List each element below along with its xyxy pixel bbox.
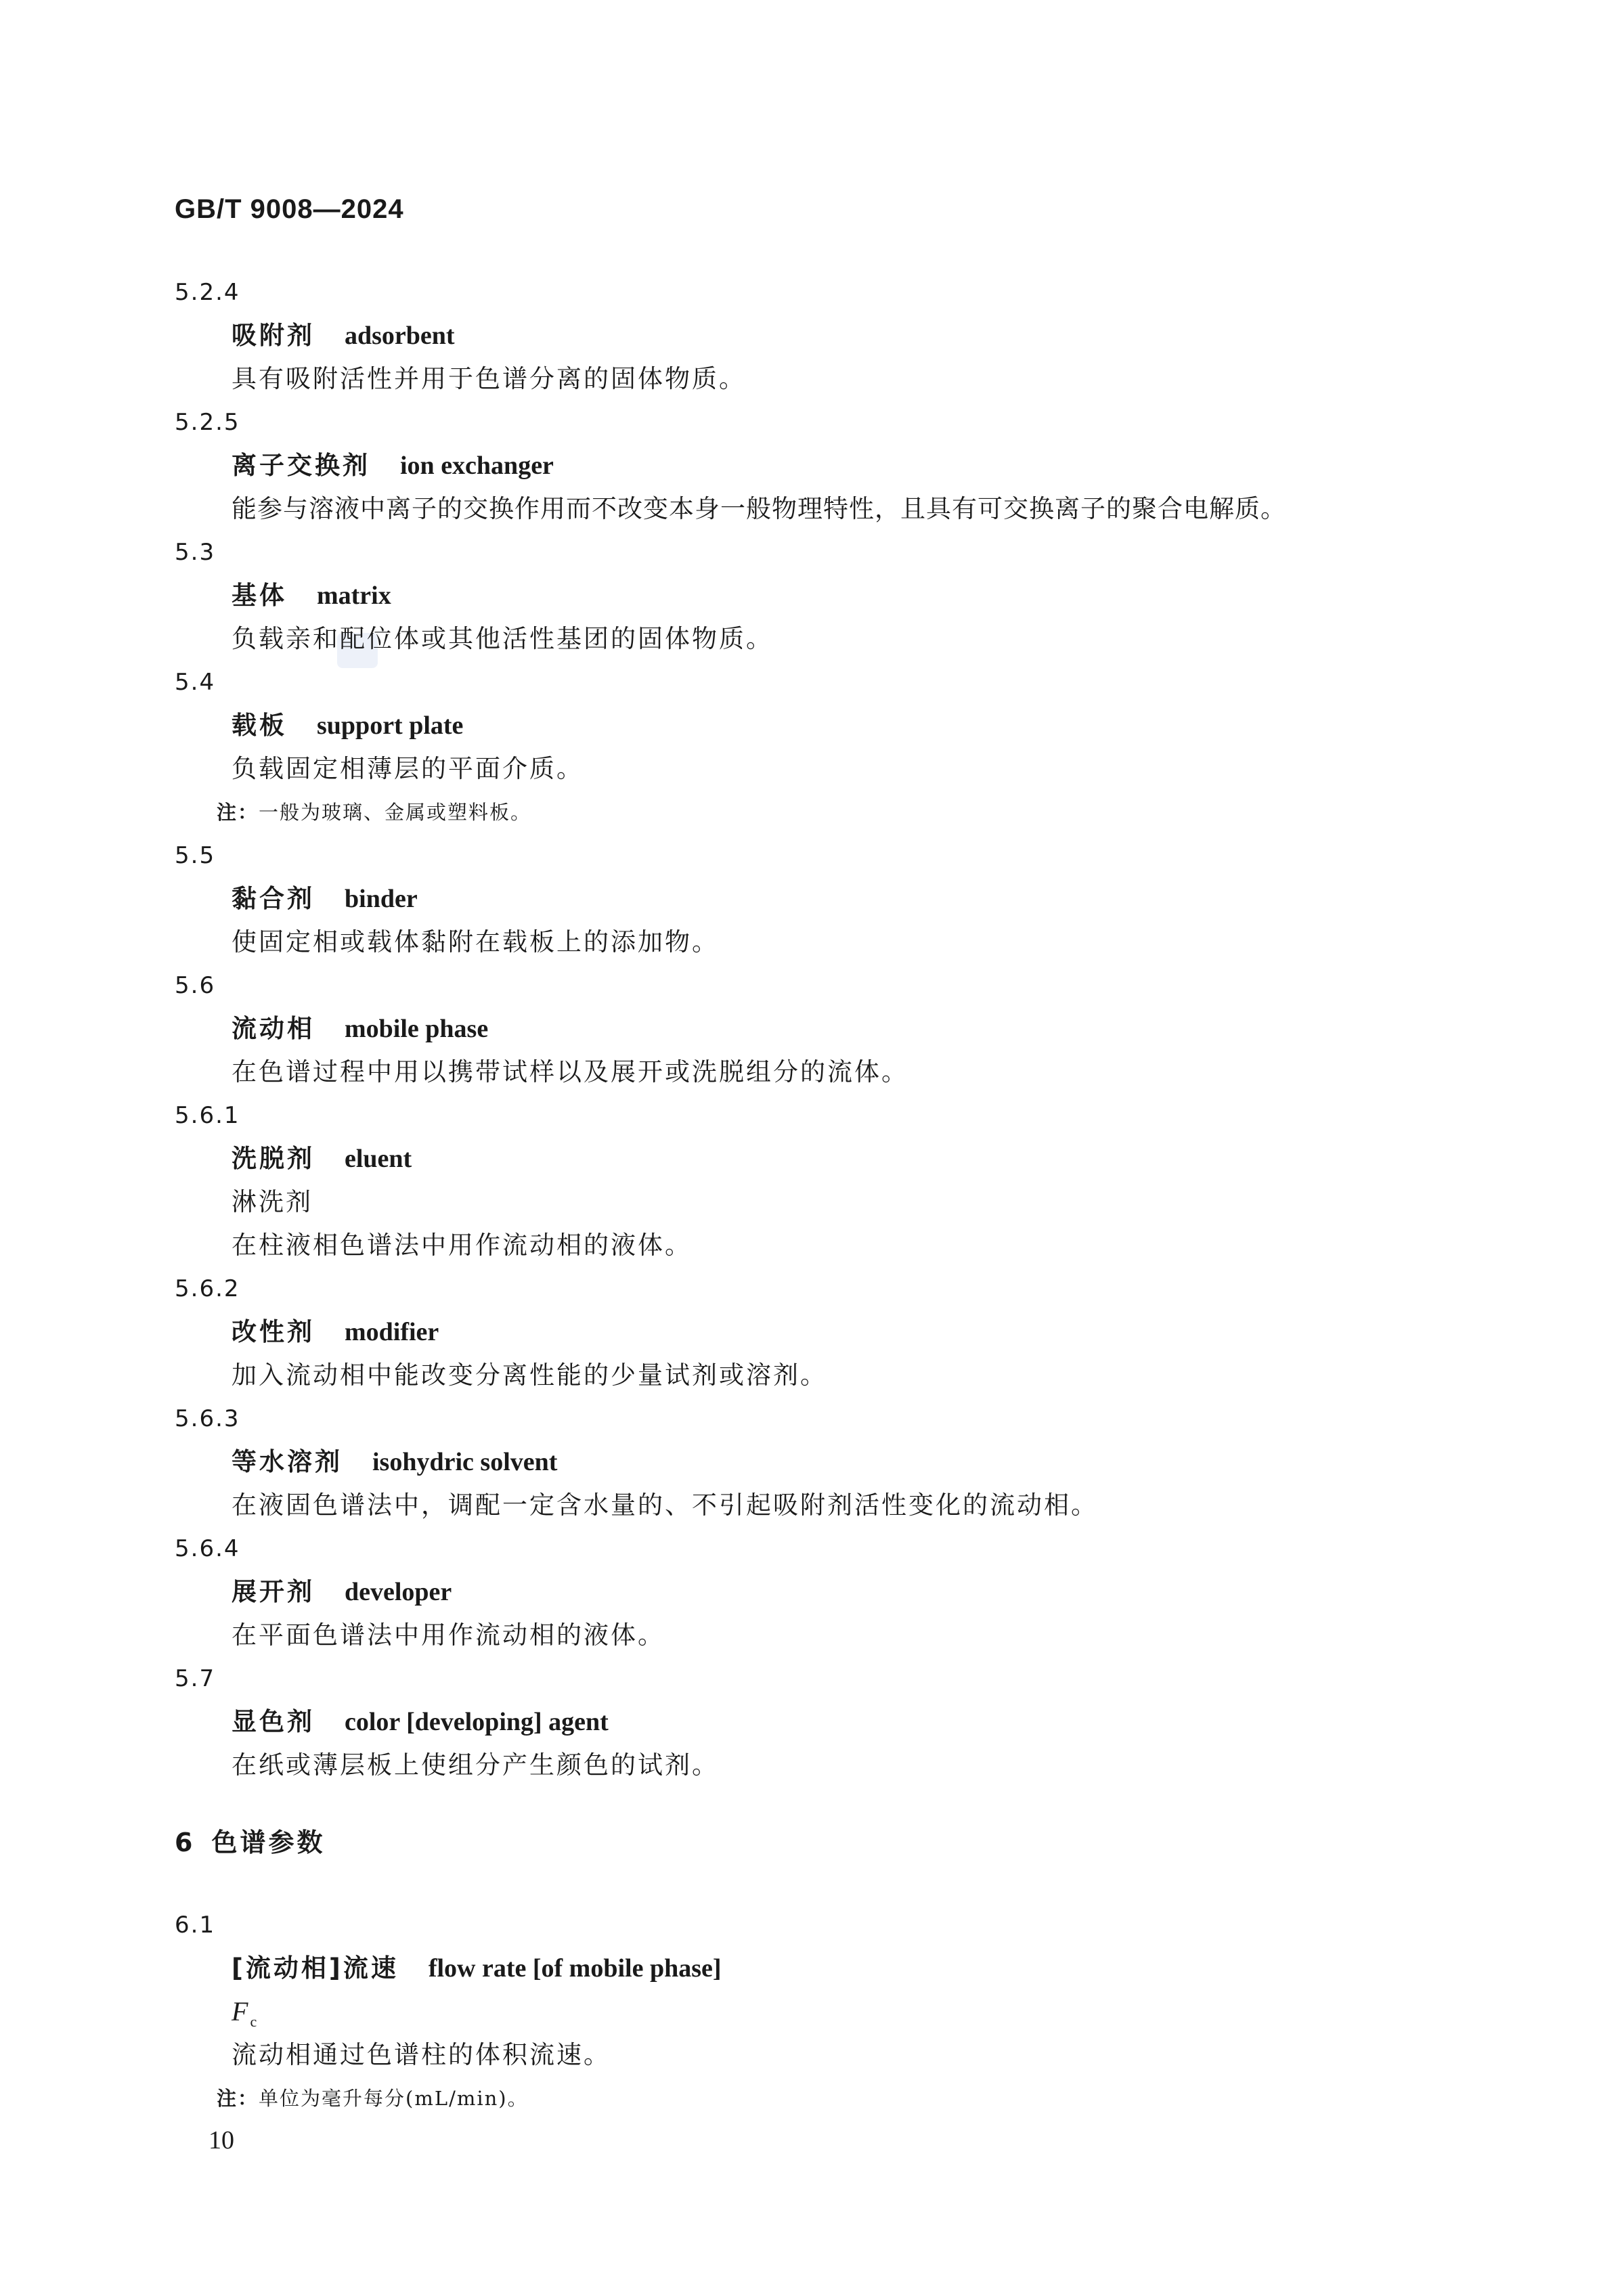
chapter-heading: [175, 1821, 1622, 1864]
definition: 在色谱过程中用以携带试样以及展开或洗脱组分的流体。: [232, 1057, 908, 1086]
term-english: binder: [345, 885, 418, 913]
term-chinese: 改性剂: [232, 1317, 315, 1346]
symbol-subscript: c: [250, 2013, 259, 2030]
definition: 在纸或薄层板上使组分产生颜色的试剂。: [232, 1750, 719, 1780]
clause-number: 5.6.4: [175, 1535, 240, 1562]
note-text: 单位为毫升每分(mL/min)。: [259, 2087, 529, 2110]
term-entry: [0, 834, 1622, 964]
clause-number: 5.4: [175, 669, 216, 696]
term-entry: [0, 271, 1622, 401]
term-chinese: 流动相: [232, 1014, 315, 1043]
note-label: 注：: [217, 801, 259, 824]
term-entry: [0, 401, 1622, 531]
term-chinese: 黏合剂: [232, 884, 315, 913]
term-line: [232, 314, 1622, 357]
clause-number: 5.6.3: [175, 1405, 240, 1432]
term-line: [232, 1700, 1622, 1744]
clause-number: 5.7: [175, 1665, 216, 1692]
definition: 负载亲和配位体或其他活性基团的固体物质。: [232, 624, 773, 653]
definition: 流动相通过色谱柱的体积流速。: [232, 2040, 611, 2069]
definition: 在柱液相色谱法中用作流动相的液体。: [232, 1231, 692, 1260]
term-english: eluent: [345, 1145, 412, 1173]
term-entry: [0, 661, 1622, 834]
term-line: [232, 877, 1622, 921]
term-chinese: 离子交换剂: [232, 451, 370, 480]
term-entry: [0, 1094, 1622, 1267]
term-english: matrix: [317, 581, 391, 610]
symbol-letter: F: [232, 1996, 250, 2027]
chapter-number: 6: [175, 1828, 196, 1857]
definition: 使固定相或载体黏附在载板上的添加物。: [232, 927, 719, 956]
note-label: 注：: [217, 2087, 259, 2110]
clause-number: 5.2.5: [175, 409, 240, 436]
term-entry: [0, 964, 1622, 1094]
term-english: modifier: [345, 1318, 439, 1346]
term-english: support plate: [317, 711, 464, 740]
clause-number: 5.3: [175, 539, 216, 566]
note-text: 一般为玻璃、金属或塑料板。: [259, 801, 532, 824]
term-line: [232, 1570, 1622, 1614]
term-line: [232, 1007, 1622, 1051]
term-line: [232, 1947, 1622, 1990]
synonym: 淋洗剂: [232, 1187, 313, 1216]
term-chinese: 载板: [232, 711, 287, 740]
term-entry: [0, 531, 1622, 661]
symbol-line: [232, 1990, 1622, 2033]
clause-number: 5.6: [175, 972, 216, 999]
clause-number: 5.5: [175, 842, 216, 869]
term-line: [232, 1440, 1622, 1484]
term-english: ion exchanger: [400, 451, 554, 480]
term-chinese: 等水溶剂: [232, 1447, 343, 1476]
definition: 在平面色谱法中用作流动相的液体。: [232, 1620, 665, 1650]
term-entry: [0, 1527, 1622, 1657]
term-line: [232, 444, 1622, 487]
term-chinese: 基体: [232, 581, 287, 610]
note: [217, 2077, 1622, 2120]
term-entry: [0, 1267, 1622, 1397]
term-english: color [developing] agent: [345, 1708, 609, 1736]
term-line: [232, 574, 1622, 617]
term-english: developer: [345, 1578, 452, 1606]
term-line: [232, 1137, 1622, 1180]
term-chinese: 显色剂: [232, 1707, 315, 1736]
clause-number: 6.1: [175, 1912, 216, 1939]
term-english: isohydric solvent: [372, 1448, 558, 1476]
term-chinese: 洗脱剂: [232, 1144, 315, 1173]
clause-number: 5.6.2: [175, 1275, 240, 1302]
term-line: [232, 704, 1622, 747]
chapter-title: 色谱参数: [211, 1828, 326, 1857]
term-chinese: [流动相]流速: [232, 1953, 399, 1983]
term-entry: [0, 1903, 1622, 2120]
term-english: mobile phase: [345, 1015, 489, 1043]
term-line: [232, 1310, 1622, 1354]
term-chinese: 吸附剂: [232, 321, 315, 350]
definition: 具有吸附活性并用于色谱分离的固体物质。: [232, 364, 746, 393]
definition: 加入流动相中能改变分离性能的少量试剂或溶剂。: [232, 1361, 827, 1390]
term-english: flow rate [of mobile phase]: [428, 1954, 722, 1983]
clause-number: 5.2.4: [175, 279, 240, 306]
term-entry: [0, 1657, 1622, 1787]
term-entry: [0, 1397, 1622, 1527]
clause-number: 5.6.1: [175, 1102, 240, 1129]
definition: 能参与溶液中离子的交换作用而不改变本身一般物理特性，且具有可交换离子的聚合电解质。: [232, 494, 1286, 523]
definition: 负载固定相薄层的平面介质。: [232, 754, 584, 783]
term-english: adsorbent: [345, 322, 455, 350]
note: [217, 791, 1622, 834]
definition: 在液固色谱法中，调配一定含水量的、不引起吸附剂活性变化的流动相。: [232, 1491, 1098, 1520]
standard-number: GB/T 9008—2024: [175, 194, 404, 224]
page-number: 10: [209, 2126, 234, 2155]
quantity-symbol: [232, 1996, 259, 2030]
document-body: [0, 271, 1622, 2120]
term-chinese: 展开剂: [232, 1577, 315, 1606]
